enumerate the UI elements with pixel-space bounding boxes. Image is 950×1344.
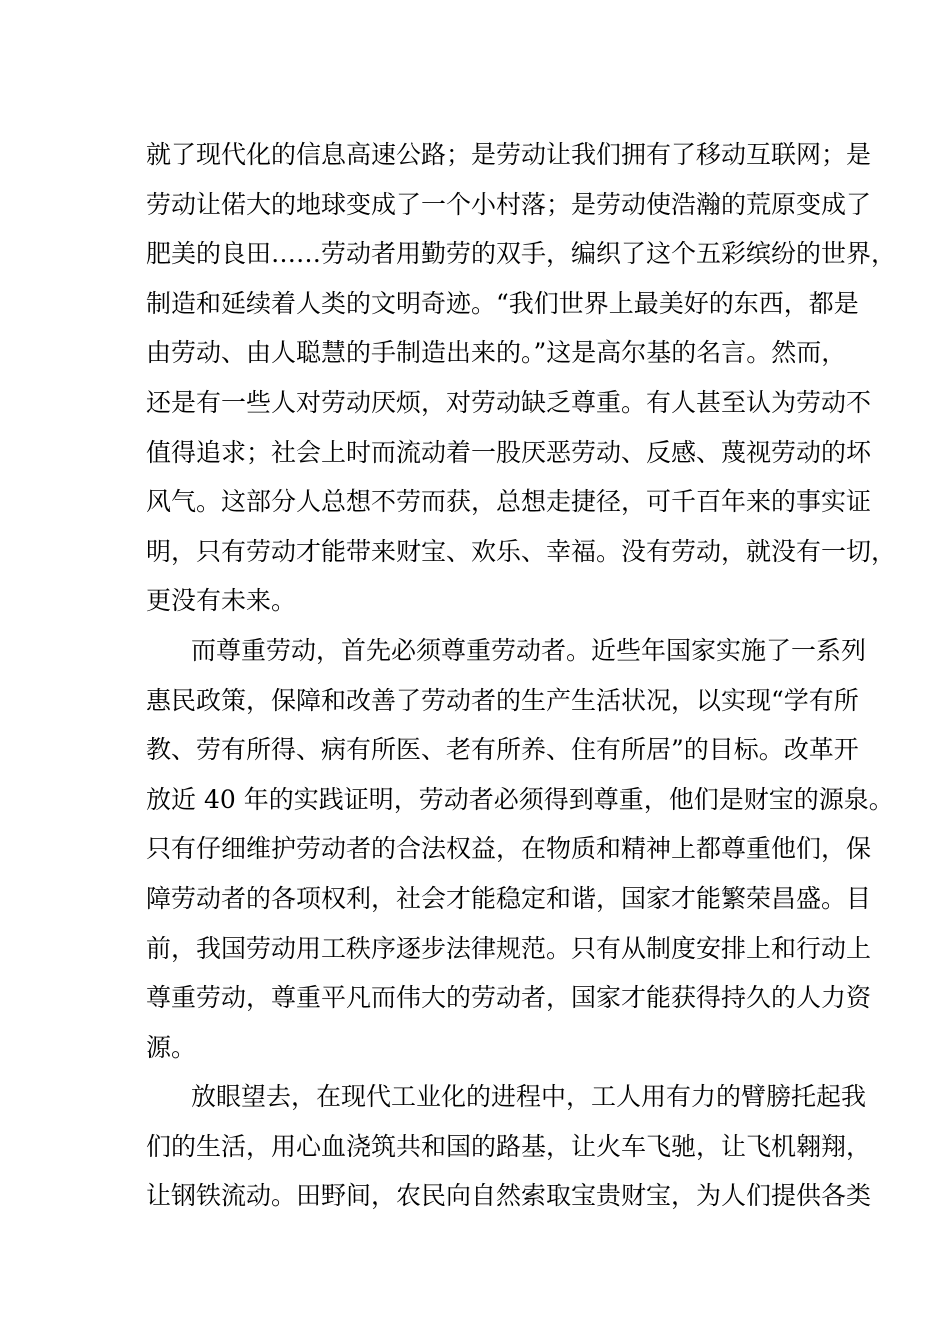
text-line: 障劳动者的各项权利，社会才能稳定和谐，国家才能繁荣昌盛。目 [146,883,872,913]
body-text [146,130,897,1221]
text-line: 值得追求；社会上时而流动着一股厌恶劳动、反感、蔑视劳动的坏 [146,437,872,467]
text-line: 教、劳有所得、病有所医、老有所养、住有所居”的目标。改革开 [146,735,859,765]
text-line: 就了现代化的信息高速公路；是劳动让我们拥有了移动互联网；是 [146,140,872,169]
text-line: 由劳动、由人聪慧的手制造出来的。”这是高尔基的名言。然而， [146,338,847,368]
text-line: 劳动让偌大的地球变成了一个小村落；是劳动使浩瀚的荒原变成了 [146,189,872,219]
text-line: 还是有一些人对劳动厌烦，对劳动缺乏尊重。有人甚至认为劳动不 [146,387,872,417]
text-line: 制造和延续着人类的文明奇迹。“我们世界上最美好的东西，都是 [146,288,859,318]
text-line: 肥美的良田……劳动者用勤劳的双手，编织了这个五彩缤纷的世界， [146,239,897,269]
paragraph-start-line: 而尊重劳动，首先必须尊重劳动者。近些年国家实施了一系列 [191,635,867,665]
text-line: 源。 [146,1032,197,1062]
text-line: 更没有未来。 [146,586,297,616]
text-line: 前，我国劳动用工秩序逐步法律规范。只有从制度安排上和行动上 [146,933,872,963]
text-line: 惠民政策，保障和改善了劳动者的生产生活状况，以实现“学有所 [146,685,859,715]
text-line: 只有仔细维护劳动者的合法权益，在物质和精神上都尊重他们，保 [146,834,872,864]
text-line: 让钢铁流动。田野间，农民向自然索取宝贵财宝，为人们提供各类 [146,1181,872,1211]
text-line: 风气。这部分人总想不劳而获，总想走捷径，可千百年来的事实证 [146,487,872,517]
text-line: 尊重劳动，尊重平凡而伟大的劳动者，国家才能获得持久的人力资 [146,983,872,1013]
text-line: 明，只有劳动才能带来财宝、欢乐、幸福。没有劳动，就没有一切， [146,536,897,566]
text-line: 放近 40 年的实践证明，劳动者必须得到尊重，他们是财宝的源泉。 [146,784,894,814]
paragraph-start-line: 放眼望去，在现代工业化的进程中，工人用有力的臂膀托起我 [191,1082,867,1112]
text-line: 们的生活，用心血浇筑共和国的路基，让火车飞驰，让飞机翱翔， [146,1131,872,1161]
